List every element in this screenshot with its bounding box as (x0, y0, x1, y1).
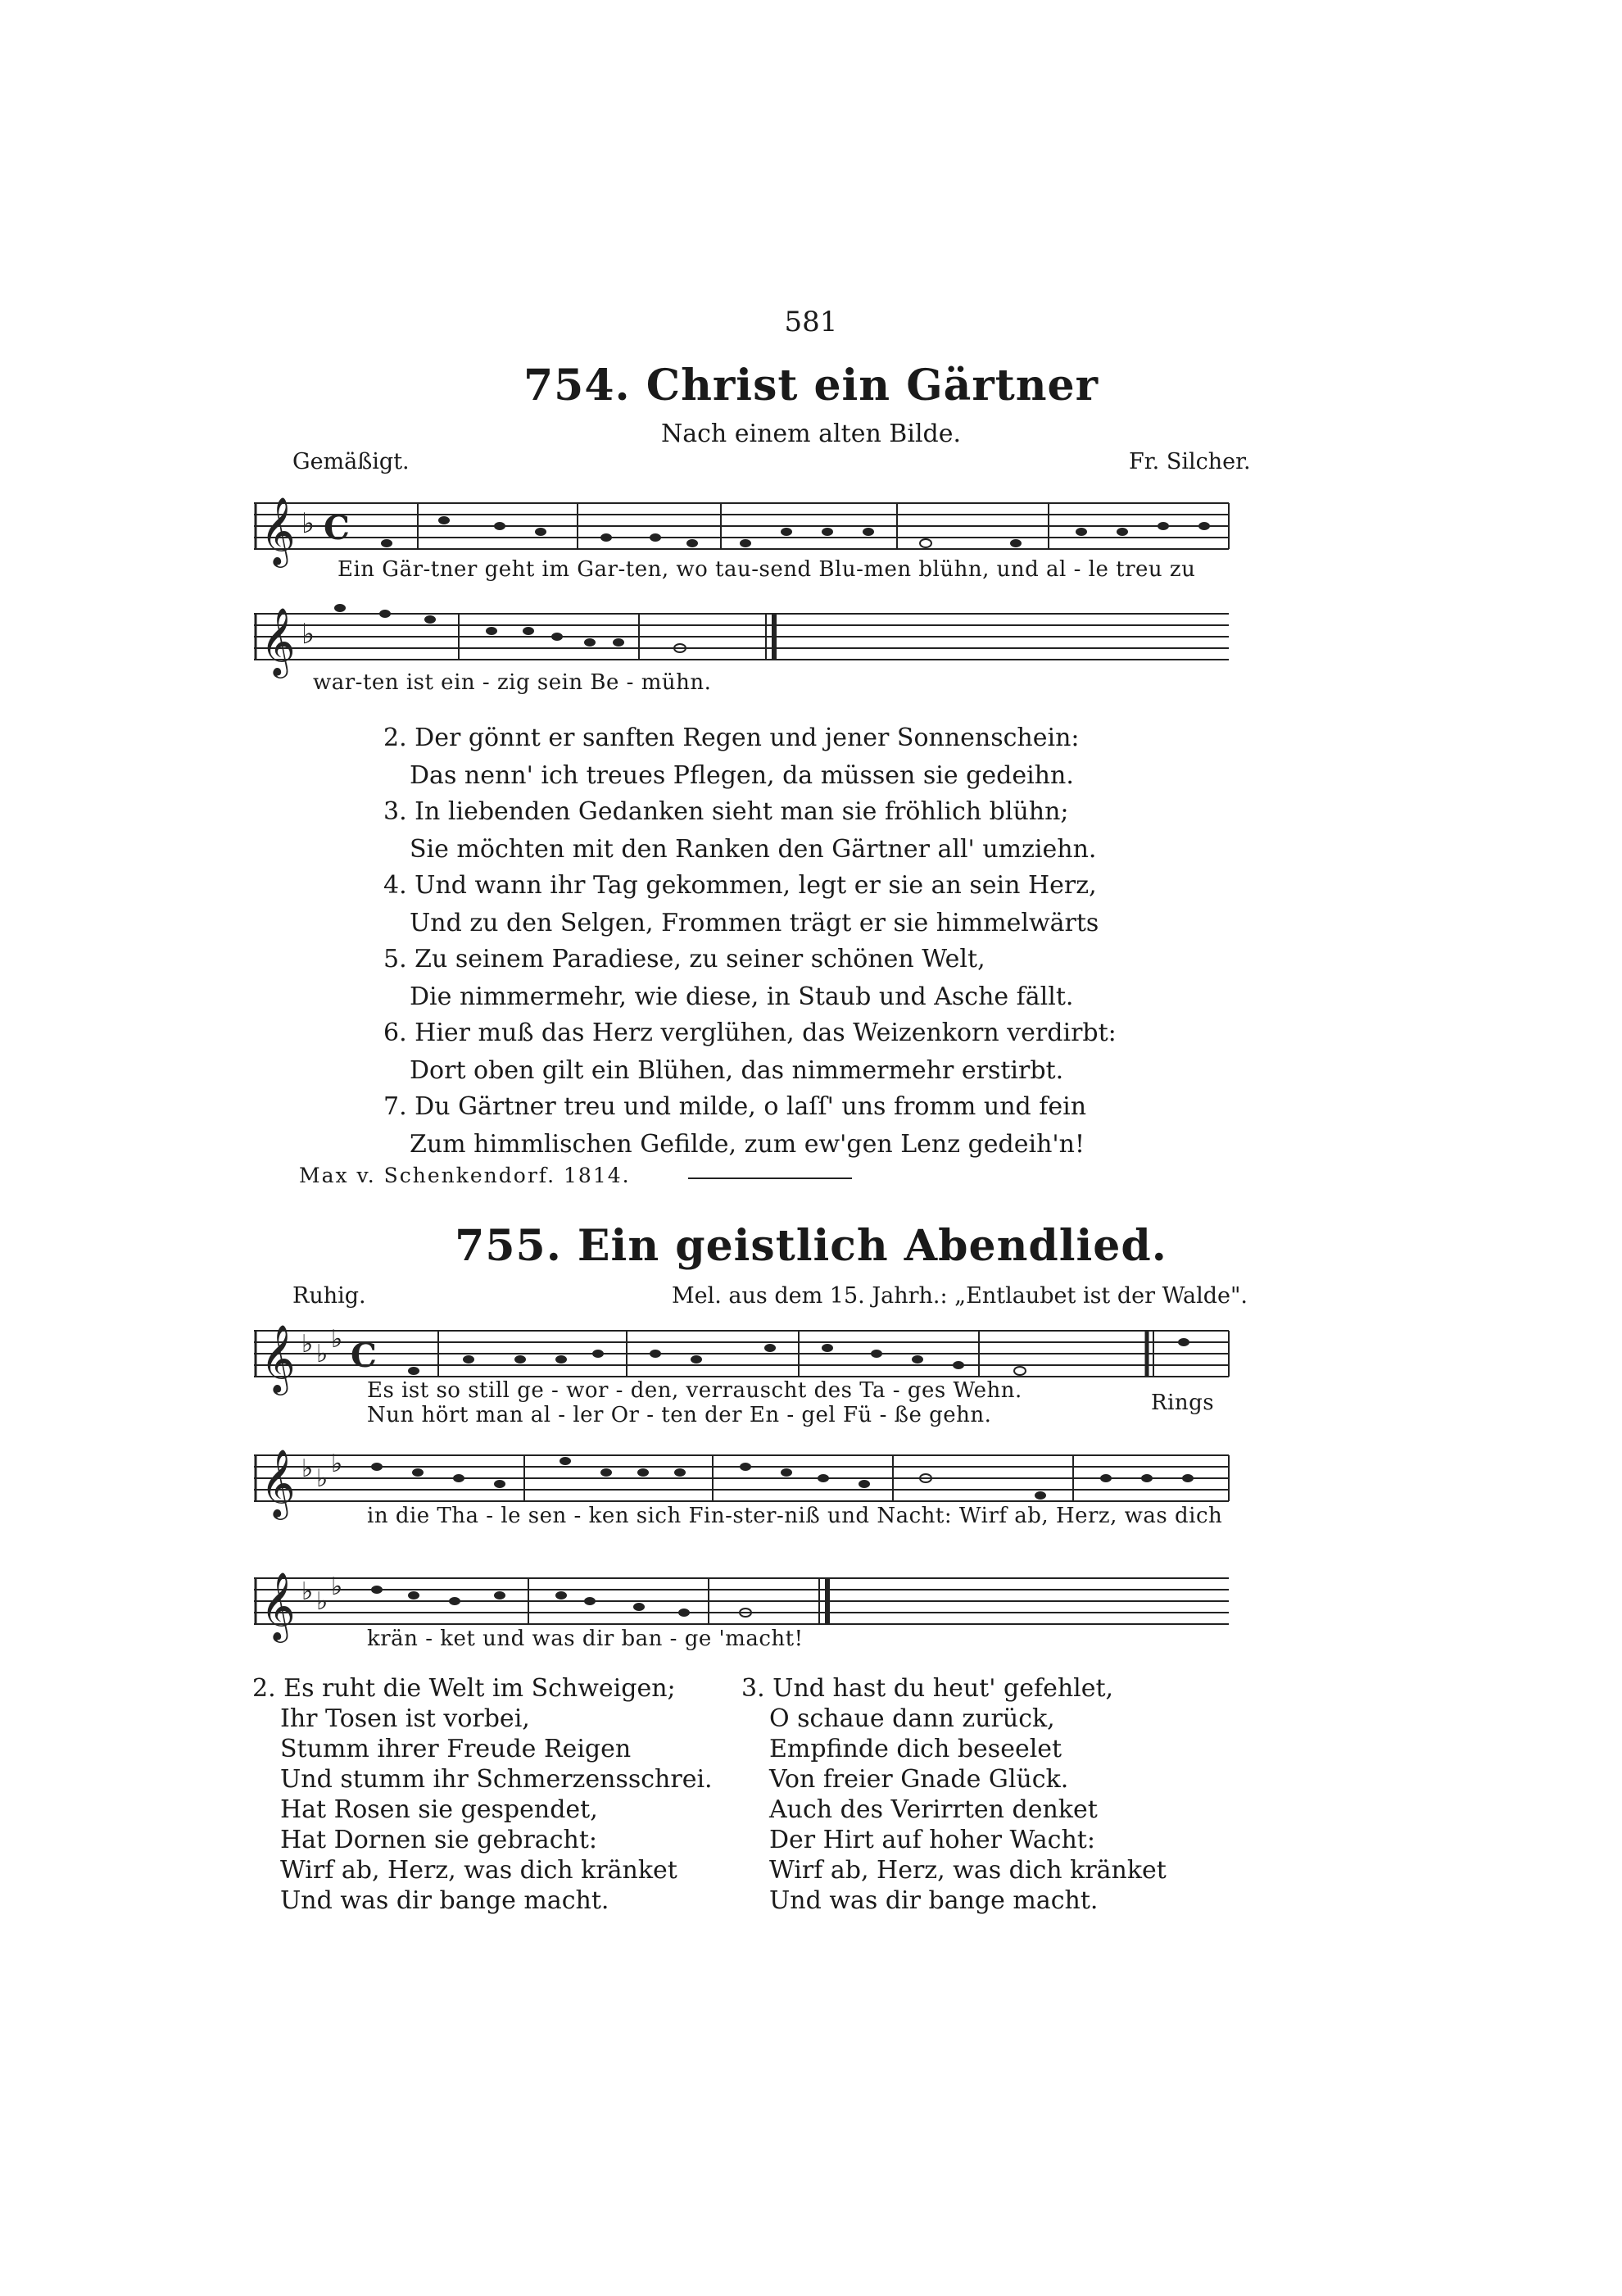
lyrics-754-2: war-ten ist ein - zig sein Be - mühn. (313, 670, 712, 695)
verse-754-5: 5. Zu seinem Paradiese, zu seiner schönen Welt, Die nimmermehr, wie diese, in Staub und Asche fällt. (383, 945, 1074, 1011)
svg-text:♭: ♭ (331, 1572, 343, 1601)
verse-754-2: 2. Der gönnt er sanften Regen und jener Sonnenschein: Das nenn' ich treues Pflegen, da müssen sie gedeihn. (383, 724, 1080, 790)
lyrics-754-1: Ein Gär-tner geht im Gar-ten, wo tau-send Blu-men blühn, und al - le treu zu (338, 557, 1196, 582)
lyrics-755-1b: Nun hört man al - ler Or - ten der En - gel Fü - ße gehn. (367, 1403, 992, 1427)
author-754: Max v. Schenkendorf. 1814. (299, 1164, 631, 1187)
verse-754-3: 3. In liebenden Gedanken sieht man sie fröhlich blühn; Sie möchten mit den Ranken den Gärtner all' umziehn. (383, 797, 1097, 864)
svg-text:♭: ♭ (301, 1330, 314, 1359)
song-title-754: 754. Christ ein Gärtner (523, 361, 1099, 411)
svg-text:♭: ♭ (331, 1450, 343, 1478)
svg-text:♭: ♭ (316, 1340, 328, 1368)
lyrics-755-3: krän - ket und was dir ban - ge 'macht! (367, 1627, 804, 1651)
svg-text:𝄞: 𝄞 (261, 1571, 296, 1640)
song-subtitle-754: Nach einem alten Bilde. (660, 420, 962, 448)
composer-754: Fr. Silcher. (1129, 449, 1251, 474)
svg-text:♭: ♭ (316, 1464, 328, 1493)
svg-text:♭: ♭ (316, 1587, 328, 1616)
lyrics-755-1a: Es ist so still ge - wor - den, verrauscht des Ta - ges Wehn. (367, 1378, 1022, 1403)
separator-line (688, 1177, 852, 1179)
svg-text:C: C (324, 509, 350, 547)
verse-754-4: 4. Und wann ihr Tag gekommen, legt er sie an sein Herz, Und zu den Selgen, Frommen trägt er sie himmelwärts (383, 871, 1099, 937)
verse-754-7: 7. Du Gärtner treu und milde, o laſſ' uns fromm und fein Zum himmlischen Gefilde, zum ew'gen Lenz gedeih'n! (383, 1092, 1087, 1159)
verse-755-2: 2. Es ruht die Welt im Schweigen; Ihr Tosen ist vorbei, Stumm ihrer Freude Reigen Und stumm ihr Schmerzensschrei. Hat Rosen sie gespendet, Hat Dornen sie gebracht: Wirf ab, Herz, was dich kränket Und was dir bange macht. (252, 1674, 713, 1915)
tempo-marking-754: Gemäßigt. (292, 449, 410, 474)
verse-754-6: 6. Hier muß das Herz verglühen, das Weizenkorn verdirbt: Dort oben gilt ein Blühen, das nimmermehr erstirbt. (383, 1019, 1117, 1085)
tempo-marking-755: Ruhig. (292, 1283, 366, 1309)
verse-755-3: 3. Und hast du heut' gefehlet, O schaue dann zurück, Empfinde dich beseelet Von freier Gnade Glück. Auch des Verirrten denket Der Hirt auf hoher Wacht: Wirf ab, Herz, was dich kränket Und was dir bange macht. (741, 1674, 1167, 1915)
song-title-755: 755. Ein geistlich Abendlied. (455, 1221, 1167, 1271)
svg-text:♭: ♭ (301, 618, 315, 651)
melody-source-755: Mel. aus dem 15. Jahrh.: „Entlaubet ist der Walde". (672, 1283, 1248, 1309)
svg-text:♭: ♭ (301, 507, 315, 540)
lyrics-755-side: Rings (1151, 1391, 1215, 1415)
svg-text:𝄞: 𝄞 (261, 1448, 296, 1517)
svg-text:♭: ♭ (331, 1325, 343, 1354)
svg-text:𝄞: 𝄞 (261, 496, 296, 565)
svg-text:𝄞: 𝄞 (261, 606, 296, 675)
svg-text:♭: ♭ (301, 1454, 314, 1483)
lyrics-755-2: in die Tha - le sen - ken sich Fin-ster-niß und Nacht: Wirf ab, Herz, was dich (367, 1504, 1223, 1528)
svg-text:♭: ♭ (301, 1577, 314, 1606)
page-number: 581 (784, 306, 838, 338)
svg-text:C: C (351, 1336, 377, 1375)
svg-text:𝄞: 𝄞 (261, 1323, 296, 1392)
